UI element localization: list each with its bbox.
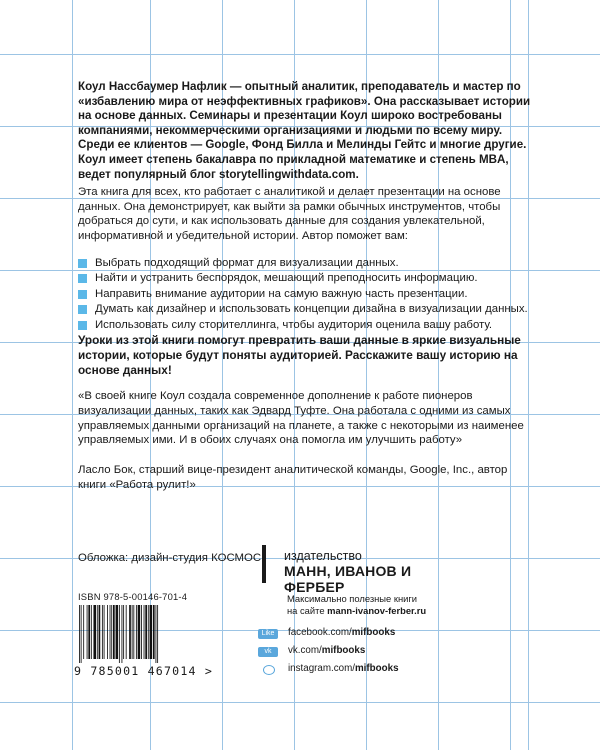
barcode-bar	[97, 605, 98, 659]
barcode-bar	[102, 605, 103, 659]
call-to-action: Уроки из этой книги помогут превратить ваши данные в яркие визуальные истории, которые будут поняты аудиторией. Расскажите вашу историю на основе данных!	[78, 333, 521, 377]
social-link-facebook[interactable]: Like facebook.com/mifbooks	[258, 624, 399, 642]
barcode-bar	[83, 605, 84, 659]
publisher-top-label: издательство	[284, 549, 362, 563]
barcode-bar	[150, 605, 153, 659]
bracket-mark	[262, 545, 266, 583]
bullet-square-icon	[78, 259, 87, 268]
barcode-bar	[156, 605, 157, 663]
isbn-label: ISBN 978-5-00146-701-4	[78, 591, 188, 602]
publisher-logo	[262, 545, 462, 595]
barcode-bar	[110, 605, 111, 659]
barcode-bar	[107, 605, 108, 659]
bullet-square-icon	[78, 305, 87, 314]
vk-icon: vk	[258, 647, 278, 657]
barcode-bar	[88, 605, 90, 659]
grid-line	[0, 702, 600, 703]
barcode-bar	[116, 605, 119, 659]
barcode-bar	[104, 605, 105, 659]
list-item: Выбрать подходящий формат для визуализации данных.	[78, 256, 538, 271]
grid-line	[72, 0, 73, 750]
barcode-bar	[144, 605, 145, 659]
bullet-square-icon	[78, 274, 87, 283]
instagram-icon	[263, 665, 275, 675]
barcode-bar	[93, 605, 96, 659]
author-bio: Коул Нассбаумер Нафлик — опытный аналитик, преподаватель и мастер по «избавлению мира от неэффективных графиков». Она рассказывает истории на основе данных. Семинары и презентации Коул широко востребованы компаниями, некоммерческими организациями и людьми по всему миру. Среди ее клиентов — Google, Фонд Билла и Мелинды Гейтс и многие другие. Коул имеет степень бакалавра по прикладной математике и степень MBA, ведет популярный блог storytellingwithdata.com.	[78, 80, 531, 181]
cover-credit: Обложка: дизайн-студия КОСМОС	[78, 552, 262, 564]
list-item: Думать как дизайнер и использовать концепции дизайна в визуализации данных.	[78, 302, 538, 317]
barcode-bar	[157, 605, 158, 663]
barcode-bar	[123, 605, 124, 659]
barcode	[78, 605, 200, 663]
quote-author: Ласло Бок, старший вице-президент аналитической команды, Google, Inc., автор книги «Работа рулит!»	[78, 464, 508, 491]
publisher-name: МАНН, ИВАНОВ И ФЕРБЕР	[284, 563, 412, 595]
publisher-note: Максимально полезные книги на сайте mann-ivanov-ferber.ru	[287, 593, 427, 616]
review-quote: «В своей книге Коул создала современное дополнение к работе пионеров визуализации данных, таких как Эдвард Туфте. Она работала с одними из самых управляемых данными организаций на планете, а также с некоторыми из наименее управляемых ими. И в обоих случаях она помогла им улучшить работу»	[78, 390, 524, 447]
barcode-bar	[122, 605, 123, 663]
barcode-bar	[87, 605, 88, 659]
book-intro: Эта книга для всех, кто работает с аналитикой и делает презентации на основе данных. Она демонстрирует, как выйти за рамки обычных инструментов, чтобы добраться до сути, и как использовать данные для создания увлекательной, информативной и убедительной истории. Автор поможет вам:	[78, 186, 501, 242]
barcode-bar	[153, 605, 155, 659]
barcode-bar	[126, 605, 127, 659]
barcode-bar	[145, 605, 147, 659]
publisher-site-link[interactable]: mann-ivanov-ferber.ru	[327, 605, 427, 616]
ean-digits: 9 785001 467014 >	[74, 664, 214, 678]
barcode-bar	[132, 605, 133, 659]
barcode-bar	[138, 605, 141, 659]
bullet-square-icon	[78, 321, 87, 330]
bullet-square-icon	[78, 290, 87, 299]
social-link-vk[interactable]: vk vk.com/mifbooks	[258, 642, 399, 660]
barcode-bar	[119, 605, 120, 663]
barcode-bar	[129, 605, 131, 659]
list-item: Использовать силу сторителлинга, чтобы аудитория оценила вашу работу.	[78, 318, 538, 333]
facebook-like-icon: Like	[258, 629, 278, 639]
barcode-bar	[133, 605, 134, 659]
barcode-bar	[113, 605, 115, 659]
social-links	[258, 624, 399, 678]
barcode-bar	[148, 605, 149, 659]
list-item: Найти и устранить беспорядок, мешающий преподносить информацию.	[78, 271, 538, 286]
barcode-bar	[136, 605, 137, 659]
barcode-bar	[91, 605, 92, 659]
grid-line	[0, 54, 600, 55]
list-item: Направить внимание аудитории на самую важную часть презентации.	[78, 287, 538, 302]
barcode-bar	[79, 605, 80, 663]
barcode-bar	[99, 605, 101, 659]
barcode-bar	[81, 605, 82, 663]
social-link-instagram[interactable]: instagram.com/mifbooks	[258, 660, 399, 678]
barcode-bar	[111, 605, 112, 659]
benefit-list	[78, 256, 538, 333]
barcode-bar	[141, 605, 142, 659]
